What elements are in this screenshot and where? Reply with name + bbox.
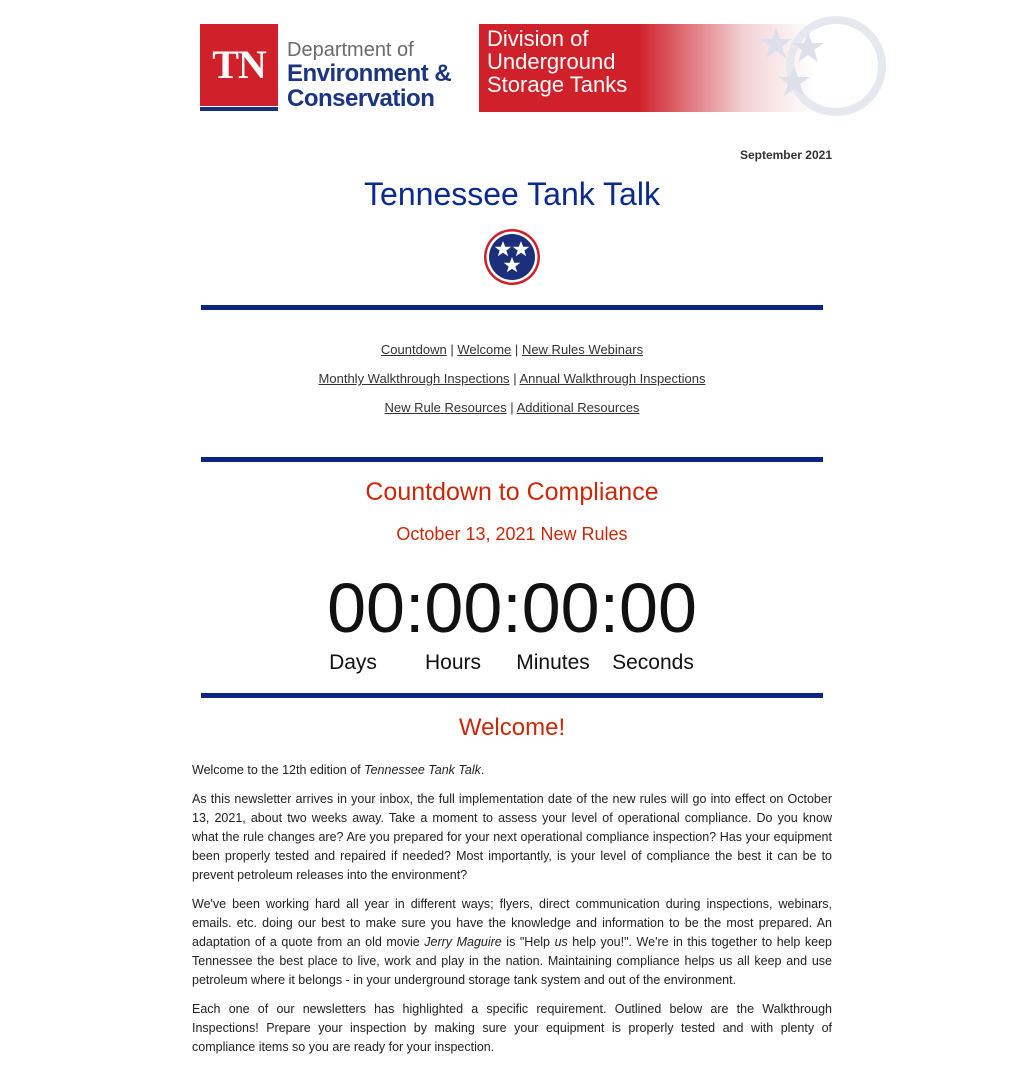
unit-days: Days — [329, 651, 377, 674]
newsletter-title: Tennessee Tank Talk — [364, 176, 660, 212]
welcome-paragraph-3 — [192, 895, 832, 990]
p3-text-a: We've been working hard all year in different ways; flyers, direct communication during inspections, webinars, emails. etc. doing our best to make sure you have the knowledge and information to be the most prepared. An adaptation of a quote from an old movie — [192, 897, 832, 949]
dept-line-1: Department of — [287, 39, 414, 61]
countdown-title: Countdown to Compliance — [365, 478, 659, 506]
nav-link-countdown[interactable]: Countdown — [380, 342, 447, 357]
nav-link-annual-walkthrough[interactable]: Annual Walkthrough Inspections — [519, 371, 706, 386]
divider-countdown — [201, 693, 823, 698]
welcome-paragraph-4: Each one of our newsletters has highlighted a specific requirement. Outlined below are the Walkthrough Inspections! Prepare your inspection by making sure your equipment is properly tested and with plenty of compliance items so you are ready for your inspection. — [192, 1002, 832, 1054]
tn-logo — [200, 24, 278, 112]
tn-logo-text: TN — [200, 24, 278, 106]
issue-date: September 2021 — [739, 148, 832, 162]
nav-link-monthly-walkthrough[interactable]: Monthly Walkthrough Inspections — [318, 371, 510, 386]
nav-separator: | — [450, 342, 454, 357]
p3-text-c: help you!". We're in this together to help keep Tennessee the best place to live, work and play in the nation. Maintaining compliance helps us all keep and use petroleum where it belongs - in your underground storage tank system and out of the environment. — [192, 935, 833, 987]
countdown-units — [0, 651, 1024, 677]
p3-text-b: is "Help — [501, 935, 555, 949]
p3-emphasis-us: us — [554, 935, 568, 949]
department-name — [287, 40, 451, 111]
division-line-1: Division of — [487, 26, 589, 51]
division-line-3: Storage Tanks — [487, 72, 628, 97]
welcome-title: Welcome! — [458, 714, 566, 741]
divider-top — [201, 305, 823, 310]
tn-logo-underline — [200, 107, 278, 111]
dept-line-2: Environment & — [287, 60, 452, 87]
p1-newsletter-name: Tennessee Tank Talk — [364, 763, 481, 777]
unit-hours: Hours — [424, 651, 482, 674]
p3-movie-title: Jerry Maguire — [424, 935, 502, 949]
nav-row-2 — [0, 371, 1024, 386]
tri-star-watermark-icon — [736, 14, 832, 120]
p1-end: . — [480, 763, 485, 777]
nav-row-1 — [0, 342, 1024, 357]
nav-link-new-rule-resources[interactable]: New Rule Resources — [384, 400, 507, 415]
division-name — [487, 27, 627, 96]
nav-link-new-rules-webinars[interactable]: New Rules Webinars — [521, 342, 644, 357]
p1-text: Welcome to the 12th edition of — [192, 763, 365, 777]
division-line-2: Underground — [487, 49, 616, 74]
nav-separator: | — [514, 342, 519, 357]
tennessee-tri-star-icon — [483, 228, 541, 286]
header-banner — [192, 14, 832, 120]
welcome-paragraph-2: As this newsletter arrives in your inbox, the full implementation date of the new rules will go into effect on October 13, 2021, about two weeks away. Take a moment to assess your level of operational compliance. Do you know what the rule changes are? Are you prepared for your next operational compliance inspection? Has your equipment been properly tested and repaired if needed? Most importantly, is your level of compliance the best it can be to prevent petroleum releases into the environment? — [192, 792, 832, 882]
welcome-body — [192, 761, 832, 1067]
countdown-timer: 00:00:00:00 — [327, 569, 697, 647]
nav-link-additional-resources[interactable]: Additional Resources — [516, 400, 640, 415]
unit-minutes: Minutes — [516, 651, 590, 674]
nav-separator: | — [513, 371, 517, 386]
unit-seconds: Seconds — [612, 651, 694, 674]
nav-separator: | — [510, 400, 514, 415]
countdown-subtitle: October 13, 2021 New Rules — [396, 524, 628, 544]
dept-line-3: Conservation — [287, 85, 435, 112]
nav-row-3 — [0, 400, 1024, 415]
nav-link-welcome[interactable]: Welcome — [457, 342, 512, 357]
welcome-paragraph-1 — [192, 761, 832, 780]
divider-nav — [201, 457, 823, 462]
